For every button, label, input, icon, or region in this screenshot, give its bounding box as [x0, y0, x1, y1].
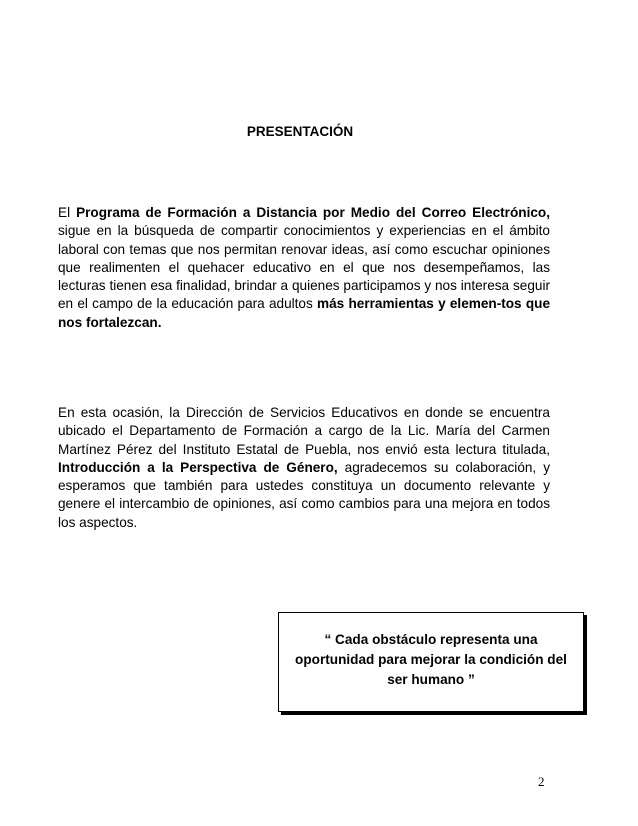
- occasion-text-end: agradecemos su colaboración, y esperamos que también para ustedes constituya un documento relevante y genere el intercambio de opiniones, así como cambios para una mejora en todos los aspectos.: [58, 459, 550, 530]
- page-number: 2: [538, 774, 545, 789]
- quote-text: “ Cada obstáculo representa una oportunidad para mejorar la condición del ser humano ”: [295, 632, 567, 687]
- intro-text-middle: sigue en la búsqueda de compartir conocimientos y experiencias en el ámbito laboral con temas que nos permitan renovar ideas, así como escuchar opiniones que realimenten el quehacer educativo en el que nos desempeñamos, las lecturas tienen esa finalidad, brindar a quienes participamos y nos interesa seguir en el campo de la educación para adultos: [58, 223, 550, 312]
- intro-text-start: El: [58, 205, 77, 220]
- quote-box: [278, 612, 584, 712]
- page-title: PRESENTACIÓN: [246, 124, 354, 139]
- intro-paragraph: [58, 204, 550, 332]
- program-name: Programa de Formación a Distancia por Medio del Correo Electrónico,: [76, 205, 550, 220]
- reading-title: Introducción a la Perspectiva de Género,: [58, 459, 338, 475]
- occasion-paragraph: [58, 404, 550, 532]
- intro-emphasis: más herramientas y elemen-tos que nos fortalezcan.: [58, 296, 551, 330]
- occasion-text-start: En esta ocasión, la Dirección de Servicios Educativos en donde se encuentra ubicado el Departamento de Formación a cargo de la Lic. María del Carmen Martínez Pérez del Instituto Estatal de Puebla, nos envió esta lectura titulada,: [58, 405, 550, 457]
